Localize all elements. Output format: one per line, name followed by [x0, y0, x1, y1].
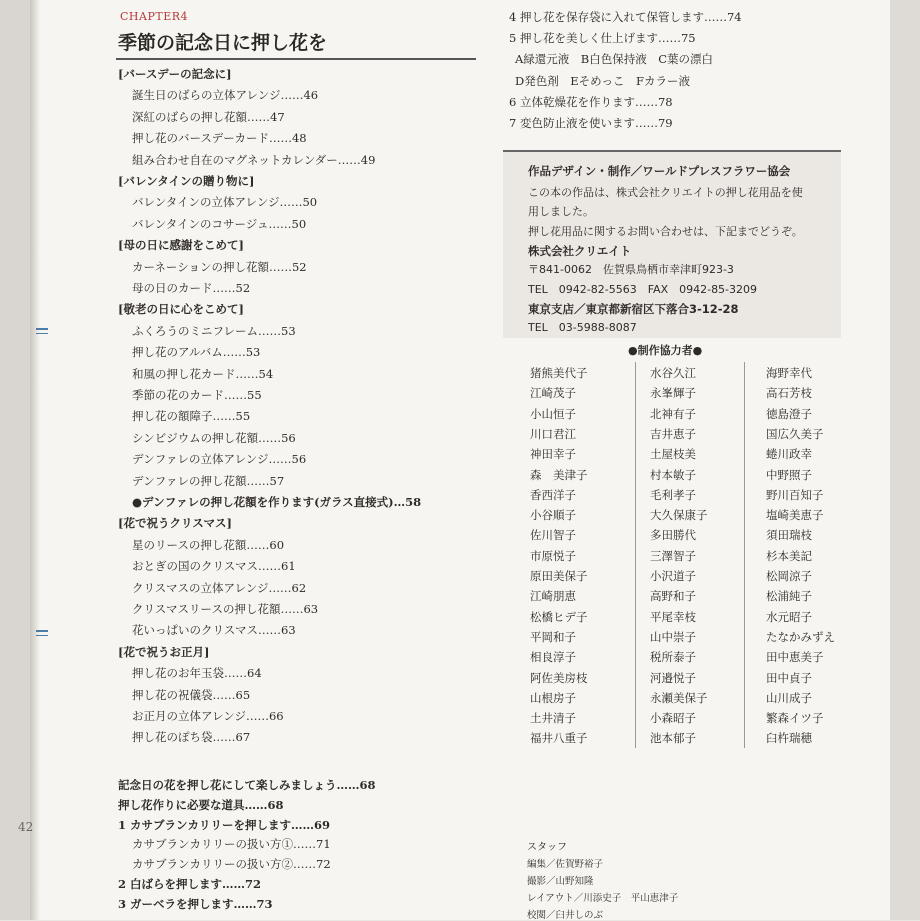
credits-line: 〒841-0062 佐賀県鳥栖市幸津町923-3	[528, 263, 734, 277]
left-page-edge	[0, 0, 30, 920]
toc-entry: 季節の花のカード……55	[132, 388, 262, 402]
collaborator-name: 北神有子	[650, 406, 696, 421]
collaborator-name: 野川百知子	[766, 487, 824, 502]
toc-section-heading: [花で祝うお正月]	[118, 644, 210, 659]
collaborator-name: 相良淳子	[530, 650, 576, 665]
collaborator-name: 香西洋子	[530, 487, 576, 502]
toc-entry: バレンタインの立体アレンジ……50	[132, 195, 318, 210]
gutter-shadow	[30, 0, 40, 920]
page-number: 42	[18, 820, 34, 834]
collaborator-name: 杉本美記	[766, 548, 812, 563]
collaborator-name: 江崎茂子	[530, 386, 576, 401]
collaborator-name: 平岡和子	[530, 629, 576, 644]
toc-entry: D発色剤 Eそめっこ Fカラー液	[515, 73, 690, 88]
collaborator-name: 山根房子	[530, 690, 576, 705]
collaborator-name: 山川成子	[766, 690, 812, 705]
collaborator-name: たなかみずえ	[766, 629, 835, 644]
right-background	[890, 0, 920, 920]
collaborator-name: 税所泰子	[650, 650, 696, 665]
toc-entry: ふくろうのミニフレーム……53	[132, 323, 296, 338]
staff-line: レイアウト／川添史子 平山恵津子	[527, 893, 679, 904]
collaborator-name: 川口君江	[530, 426, 576, 441]
collaborator-name: 小山恒子	[530, 406, 576, 421]
collaborator-name: 田中貞子	[766, 670, 812, 685]
collaborator-name: 塩崎美恵子	[766, 508, 824, 523]
collaborator-name: 福井八重子	[530, 731, 588, 746]
toc-entry: 1 カサブランカリリーを押します……69	[118, 817, 331, 832]
collaborator-name: 松浦純子	[766, 589, 812, 604]
collaborator-name: 原田美保子	[530, 569, 588, 583]
collaborator-name: 田中恵美子	[766, 650, 824, 665]
collaborator-name: 国広久美子	[766, 426, 824, 441]
credits-line: TEL 03-5988-8087	[528, 321, 637, 335]
toc-entry: 母の日のカード……52	[132, 281, 251, 295]
toc-entry: 記念日の花を押し花にして楽しみましょう……68	[118, 778, 376, 792]
toc-entry: 7 変色防止液を使います……79	[509, 116, 673, 130]
toc-entry: 4 押し花を保存袋に入れて保管します……74	[509, 10, 742, 24]
collaborator-name: 小谷順子	[530, 508, 576, 523]
toc-section-heading: [敬老の日に心をこめて]	[118, 302, 244, 317]
toc-entry: デンファレの押し花額……57	[132, 473, 285, 488]
collaborator-name: 水元昭子	[766, 609, 812, 624]
toc-entry: 押し花のぽち袋……67	[132, 730, 251, 745]
toc-entry: 2 白ばらを押します……72	[118, 877, 262, 891]
collaborator-name: 猪熊美代子	[530, 366, 588, 380]
collaborator-name: 須田瑞枝	[766, 528, 812, 543]
toc-entry: 押し花のバースデーカード……48	[132, 131, 307, 146]
toc-entry: 押し花の祝儀袋……65	[132, 687, 251, 702]
toc-entry: クリスマスの立体アレンジ……62	[132, 580, 307, 595]
collaborator-name: 海野幸代	[766, 366, 812, 380]
toc-entry: ●デンファレの押し花額を作ります(ガラス直接式)…58	[132, 495, 422, 509]
chapter-title: 季節の記念日に押し花を	[118, 32, 328, 54]
toc-entry: カサブランカリリーの扱い方②……72	[132, 857, 331, 872]
toc-entry: クリスマスリースの押し花額……63	[132, 602, 319, 616]
collaborator-name: 森 美津子	[530, 467, 588, 482]
toc-section-heading: [バレンタインの贈り物に]	[118, 174, 255, 188]
toc-section-heading: [花で祝うクリスマス]	[118, 516, 232, 531]
collaborator-name: 繁森イツ子	[766, 711, 824, 726]
credits-line: この本の作品は、株式会社クリエイトの押し花用品を使	[528, 186, 803, 199]
collaborator-name: 多田勝代	[650, 528, 696, 543]
collaborator-name: 高石芳枝	[766, 386, 812, 401]
toc-entry: 押し花作りに必要な道具……68	[118, 797, 284, 812]
credits-line: 東京支店／東京都新宿区下落合3-12-28	[528, 301, 739, 316]
toc-entry: 誕生日のばらの立体アレンジ……46	[132, 88, 319, 103]
toc-entry: 和風の押し花カード……54	[132, 366, 274, 381]
collaborator-name: 神田幸子	[530, 447, 576, 462]
collaborator-name: 佐川智子	[530, 528, 576, 543]
collaborator-name: 吉井恵子	[650, 426, 696, 441]
collaborator-name: 高野和子	[650, 589, 696, 604]
collaborator-name: 阿佐美房枝	[530, 670, 588, 685]
toc-entry: 3 ガーベラを押します……73	[118, 896, 273, 911]
collaborator-name: 大久保康子	[650, 508, 708, 523]
collaborator-name: 池本郁子	[650, 731, 696, 746]
toc-entry: おとぎの国のクリスマス……61	[132, 559, 296, 574]
margin-mark	[36, 328, 48, 330]
toc-entry: 花いっぱいのクリスマス……63	[132, 623, 296, 638]
toc-entry: 5 押し花を美しく仕上げます……75	[509, 31, 696, 46]
chapter-label: CHAPTER4	[120, 10, 189, 23]
toc-entry: 押し花のお年玉袋……64	[132, 666, 262, 681]
collaborator-name: 平尾幸枝	[650, 609, 696, 624]
staff-heading: スタッフ	[527, 842, 567, 853]
staff-line: 校閲／臼井しのぶ	[527, 910, 604, 921]
collaborator-name: 小沢道子	[650, 569, 696, 583]
collaborator-name: 永瀬美保子	[650, 690, 708, 705]
collaborator-name: 毛利孝子	[650, 487, 696, 502]
column-divider	[635, 362, 636, 748]
collaborator-name: 小森昭子	[650, 711, 696, 726]
collaborator-name: 蜷川政幸	[766, 447, 812, 462]
collaborator-name: 土屋枝美	[650, 447, 696, 462]
collaborator-name: 土井清子	[530, 711, 576, 726]
toc-entry: バレンタインのコサージュ……50	[132, 216, 307, 231]
credits-line: 株式会社クリエイト	[528, 243, 632, 258]
toc-section-heading: [母の日に感謝をこめて]	[118, 238, 244, 253]
collaborator-name: 水谷久江	[650, 366, 696, 380]
collaborator-name: 臼杵瑞穂	[766, 731, 812, 746]
toc-entry: 6 立体乾燥花を作ります……78	[509, 94, 673, 109]
toc-entry: 押し花のアルバム……53	[132, 345, 261, 360]
margin-mark	[36, 630, 48, 632]
collaborator-name: 村本敏子	[650, 467, 696, 482]
credits-title: 作品デザイン・制作／ワールドプレスフラワー協会	[528, 164, 791, 178]
collaborator-name: 山中崇子	[650, 629, 696, 644]
title-underline	[116, 58, 476, 60]
collaborator-name: 永峯輝子	[650, 386, 696, 401]
credits-line: 用しました。	[528, 205, 594, 219]
collaborator-name: 中野照子	[766, 467, 812, 482]
staff-line: 編集／佐賀野裕子	[527, 859, 604, 870]
margin-mark	[36, 333, 48, 334]
toc-entry: 押し花の額障子……55	[132, 409, 251, 424]
toc-entry: カーネーションの押し花額……52	[132, 259, 307, 274]
credits-line: TEL 0942-82-5563 FAX 0942-85-3209	[528, 282, 758, 296]
column-divider	[744, 362, 745, 748]
credits-rule	[503, 150, 841, 152]
toc-entry: A緑還元液 B白色保持液 C葉の漂白	[515, 52, 714, 67]
toc-entry: 星のリースの押し花額……60	[132, 537, 285, 552]
collaborator-name: 市原悦子	[530, 548, 576, 563]
collaborator-name: 徳島澄子	[766, 406, 812, 421]
toc-entry: カサブランカリリーの扱い方①……71	[132, 837, 331, 852]
collaborator-name: 松橋ヒデ子	[530, 609, 588, 624]
collaborator-name: 松岡涼子	[766, 569, 812, 583]
toc-entry: 深紅のばらの押し花額……47	[132, 109, 285, 124]
margin-mark	[36, 635, 48, 636]
toc-entry: 組み合わせ自在のマグネットカレンダー……49	[132, 152, 376, 167]
credits-line: 押し花用品に関するお問い合わせは、下記までどうぞ。	[528, 224, 803, 238]
toc-entry: シンビジウムの押し花額……56	[132, 430, 296, 445]
toc-entry: デンファレの立体アレンジ……56	[132, 452, 307, 467]
collaborator-name: 江崎朋恵	[530, 589, 576, 604]
staff-line: 撮影／山野知隆	[527, 876, 594, 887]
collaborators-heading: ●制作協力者●	[628, 344, 703, 357]
collaborator-name: 河邉悦子	[650, 670, 696, 685]
collaborator-name: 三澤智子	[650, 548, 696, 563]
toc-entry: お正月の立体アレンジ……66	[132, 709, 284, 723]
toc-section-heading: [バースデーの記念に]	[118, 67, 232, 81]
